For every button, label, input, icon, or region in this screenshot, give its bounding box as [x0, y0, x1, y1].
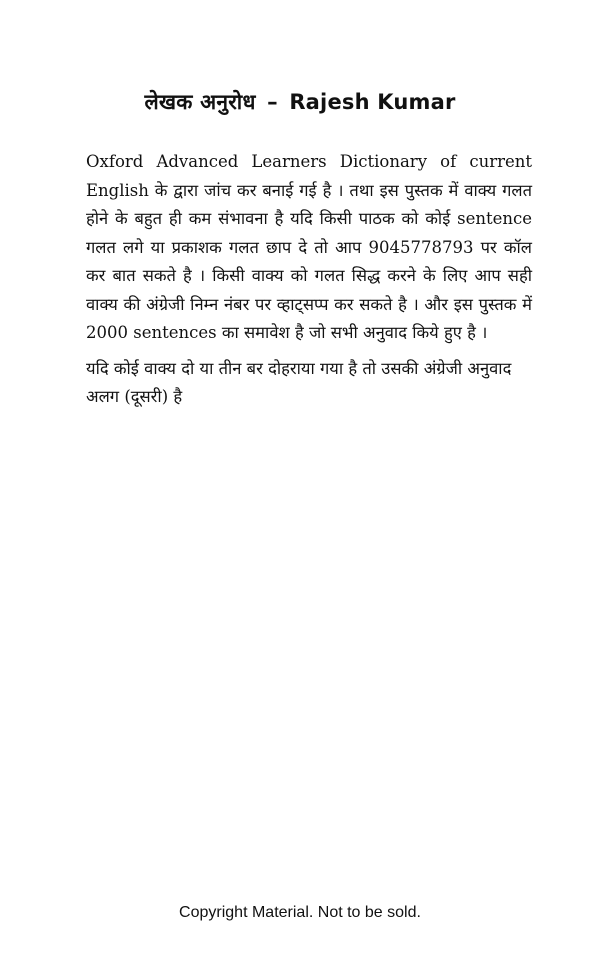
title-dash: – — [267, 90, 278, 114]
copyright-notice: Copyright Material. Not to be sold. — [179, 904, 421, 921]
paragraph-2: यदि कोई वाक्य दो या तीन बर दोहराया गया है तो उसकी अंग्रेजी अनुवाद अलग (दूसरी) है — [86, 358, 512, 406]
paragraph-1: Oxford Advanced Learners Dictionary of current English के द्वारा जांच कर बनाई गई है । तथा इस पुस्तक में वाक्य गलत होने के बहुत ही कम संभावना है यदि किसी पाठक को कोई sentence गलत लगे या प्रकाशक गलत छाप दे तो आप 9045778793 पर कॉल कर बात सकते है । किसी वाक्य को गलत सिद्ध करने के लिए आप सही वाक्य की अंग्रेजी निम्न नंबर पर व्हाट्सप्प कर सकते है । और इस पुस्तक में 2000 sentences का समावेश है जो सभी अनुवाद किये हुए है । — [86, 152, 532, 342]
title-hindi: लेखक अनुरोध — [144, 90, 256, 114]
author-name: Rajesh Kumar — [289, 90, 456, 114]
body-text — [86, 148, 532, 419]
page-title — [0, 88, 600, 116]
